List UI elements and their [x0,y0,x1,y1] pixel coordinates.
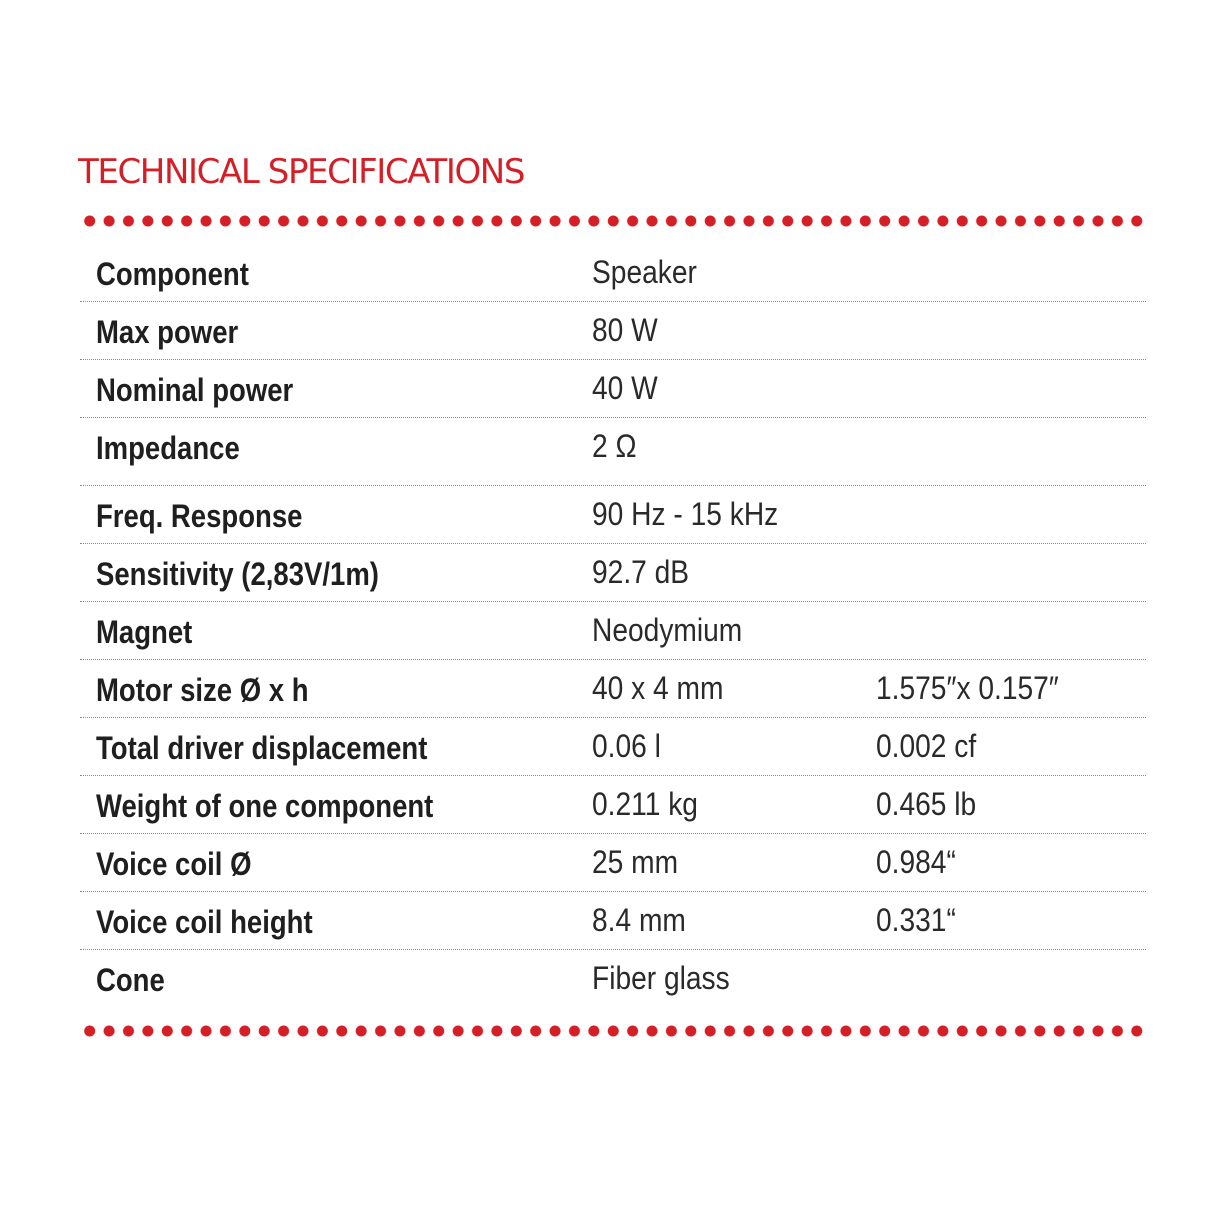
spec-row [80,360,1146,418]
dotted-divider-top [80,215,1146,227]
spec-value: 92.7 dB [592,554,690,590]
spec-imperial-value: 0.331“ [876,902,956,938]
spec-row [80,892,1146,950]
spec-label: Motor size Ø x h [96,672,309,708]
spec-label: Voice coil Ø [96,846,252,882]
spec-value: Speaker [592,254,697,290]
spec-label: Impedance [96,430,240,466]
spec-row [80,660,1146,718]
spec-value: 8.4 mm [592,902,686,938]
spec-row [80,544,1146,602]
spec-row [80,602,1146,660]
spec-value: 90 Hz - 15 kHz [592,496,779,532]
spec-label: Max power [96,314,239,350]
spec-imperial-value: 0.465 lb [876,786,977,822]
spec-imperial-value: 0.002 cf [876,728,977,764]
spec-row [80,418,1146,486]
spec-value: 40 W [592,370,658,406]
spec-label: Nominal power [96,372,294,408]
spec-value: 0.211 kg [592,786,698,822]
spec-row [80,776,1146,834]
spec-row [80,486,1146,544]
spec-row [80,244,1146,302]
spec-imperial-value: 0.984“ [876,844,956,880]
spec-imperial-value: 1.575″x 0.157″ [876,670,1059,706]
spec-row [80,718,1146,776]
spec-value: 25 mm [592,844,679,880]
spec-row [80,950,1146,1008]
spec-value: Neodymium [592,612,743,648]
page-title: TECHNICAL SPECIFICATIONS [78,152,525,192]
spec-value: 0.06 l [592,728,661,764]
spec-value: 40 x 4 mm [592,670,724,706]
spec-label: Sensitivity (2,83V/1m) [96,556,379,592]
spec-label: Voice coil height [96,904,313,940]
spec-label: Component [96,256,249,292]
spec-value: Fiber glass [592,960,730,996]
spec-row [80,834,1146,892]
dotted-divider-bottom [80,1025,1146,1037]
spec-table [80,244,1146,1008]
spec-row [80,302,1146,360]
spec-value: 80 W [592,312,658,348]
spec-label: Magnet [96,614,193,650]
spec-value: 2 Ω [592,428,637,464]
spec-label: Weight of one component [96,788,434,824]
spec-label: Freq. Response [96,498,303,534]
spec-label: Total driver displacement [96,730,428,766]
spec-label: Cone [96,962,165,998]
